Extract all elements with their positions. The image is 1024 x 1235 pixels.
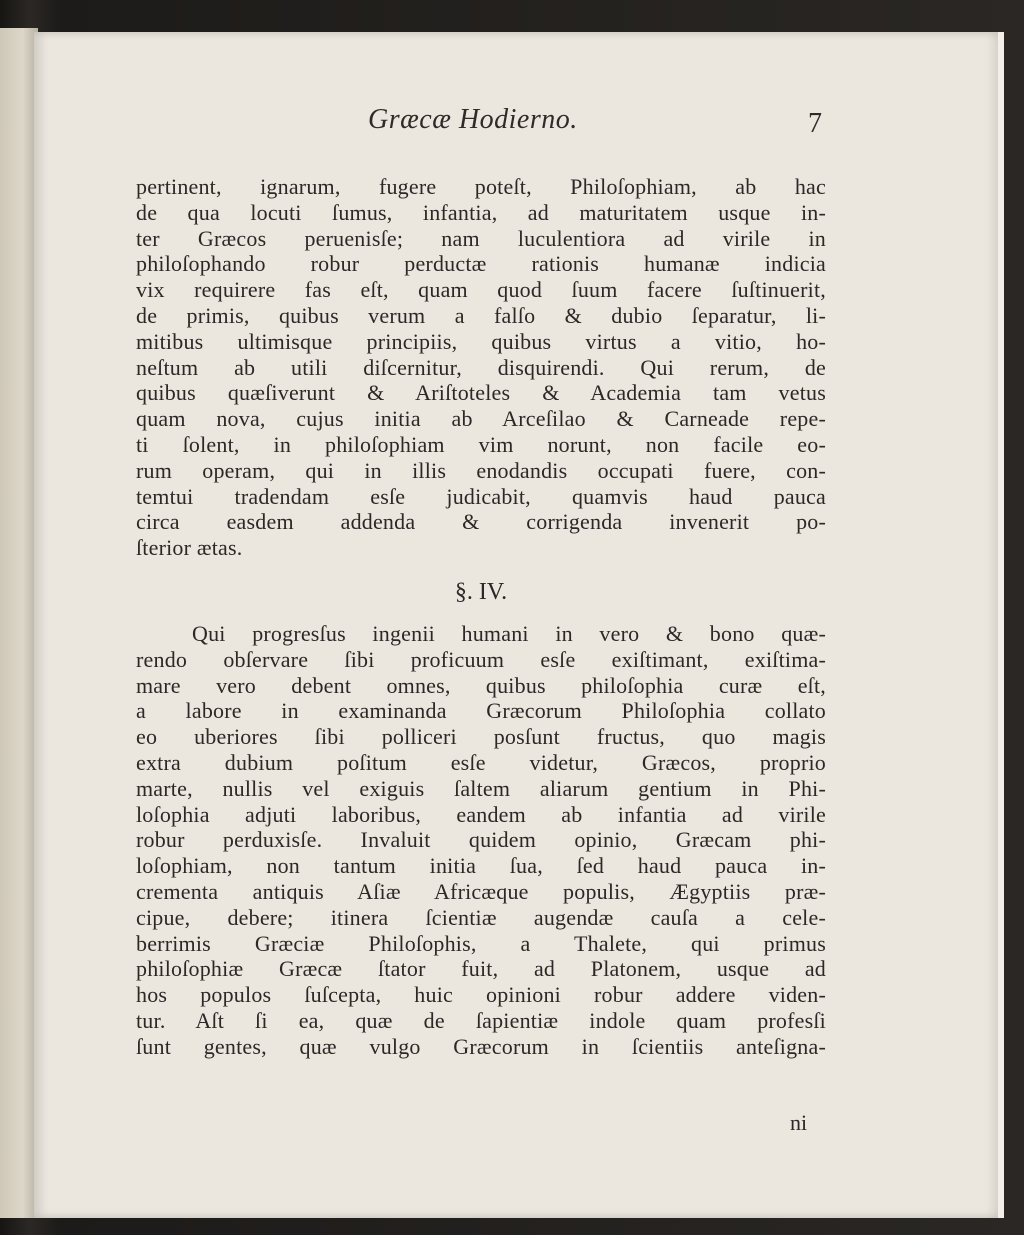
text-line: extra dubium poſitum esſe videtur, Græcos, proprio: [136, 749, 826, 775]
text-line: quam nova, cujus initia ab Arceſilao & Carneade repe-: [136, 406, 826, 432]
text-line: a labore in examinanda Græcorum Philoſophia collato: [136, 698, 826, 724]
text-line: de qua locuti ſumus, infantia, ad maturitatem usque in-: [136, 199, 826, 225]
catchword: ni: [790, 1110, 808, 1135]
section-heading: §. IV.: [454, 578, 508, 605]
page-edge-highlight: [998, 32, 1004, 1218]
text-line: vix requirere fas eſt, quam quod ſuum facere ſuſtinuerit,: [136, 277, 826, 303]
text-line: cipue, debere; itinera ſcientiæ augendæ cauſa a cele-: [136, 904, 826, 930]
text-line: ſterior ætas.: [136, 535, 243, 561]
text-line: loſophiam, non tantum initia ſua, ſed haud pauca in-: [136, 853, 826, 879]
text-line: ti ſolent, in philoſophiam vim norunt, non facile eo-: [136, 431, 826, 457]
text-line: mare vero debent omnes, quibus philoſophia curæ eſt,: [136, 672, 826, 698]
page-number: 7: [808, 108, 822, 139]
text-line: ter Græcos peruenisſe; nam luculentiora ad virile in: [136, 225, 826, 251]
text-line: ſunt gentes, quæ vulgo Græcorum in ſcientiis anteſigna-: [136, 1033, 826, 1059]
text-line: quibus quæſiverunt & Ariſtoteles & Academia tam vetus: [136, 380, 826, 406]
text-line: de primis, quibus verum a falſo & dubio ſeparatur, li-: [136, 302, 826, 328]
running-head-title: Græcæ Hodierno.: [368, 104, 578, 135]
text-line: loſophia adjuti laboribus, eandem ab infantia ad virile: [136, 801, 826, 827]
text-line: philoſophando robur perductæ rationis humanæ indicia: [136, 251, 826, 277]
previous-page-edge: [0, 28, 38, 1218]
text-line: Qui progresſus ingenii humani in vero & bono quæ-: [192, 620, 826, 646]
text-line: berrimis Græciæ Philoſophis, a Thalete, qui primus: [136, 930, 826, 956]
paragraph-2: [136, 621, 826, 1060]
paragraph-1: [136, 174, 826, 561]
text-line: neſtum ab utili diſcernitur, disquirendi. Qui rerum, de: [136, 354, 826, 380]
text-line: temtui tradendam esſe judicabit, quamvis haud pauca: [136, 483, 826, 509]
text-line: tur. Aſt ſi ea, quæ de ſapientiæ indole quam profesſi: [136, 1007, 826, 1033]
text-line: marte, nullis vel exiguis ſaltem aliarum gentium in Phi-: [136, 775, 826, 801]
body-text: [136, 174, 826, 1060]
text-line: eo uberiores ſibi polliceri posſunt fructus, quo magis: [136, 724, 826, 750]
text-line: crementa antiquis Aſiæ Africæque populis, Ægyptiis præ-: [136, 878, 826, 904]
text-line: rum operam, qui in illis enodandis occupati fuere, con-: [136, 457, 826, 483]
text-line: circa easdem addenda & corrigenda invenerit po-: [136, 509, 826, 535]
text-line: philoſophiæ Græcæ ſtator fuit, ad Platonem, usque ad: [136, 956, 826, 982]
running-head: [0, 104, 1024, 144]
text-line: hos populos ſuſcepta, huic opinioni robur addere viden-: [136, 982, 826, 1008]
text-line: rendo obſervare ſibi proficuum esſe exiſtimant, exiſtima-: [136, 646, 826, 672]
text-line: pertinent, ignarum, fugere poteſt, Philoſophiam, ab hac: [136, 174, 826, 199]
text-line: robur perduxisſe. Invaluit quidem opinio, Græcam phi-: [136, 827, 826, 853]
text-line: mitibus ultimisque principiis, quibus virtus a vitio, ho-: [136, 328, 826, 354]
